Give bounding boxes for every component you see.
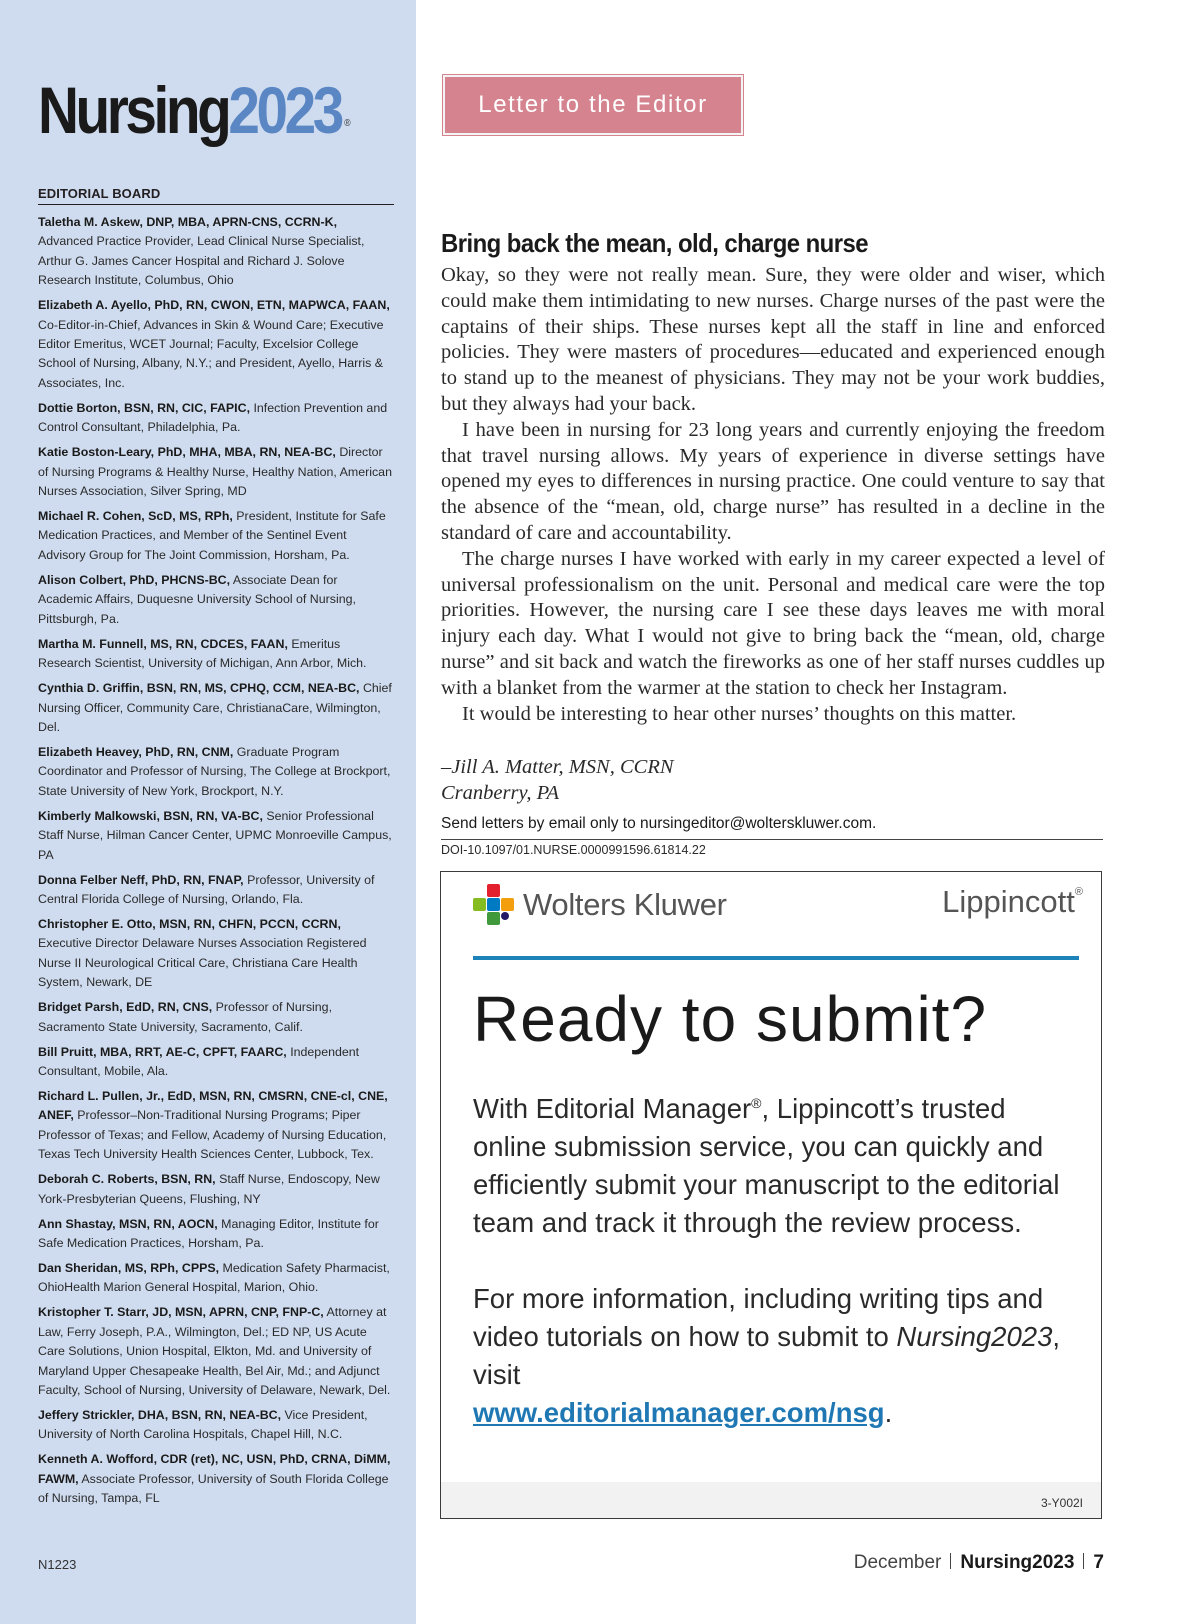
wolters-kluwer-name: Wolters Kluwer [523, 887, 727, 922]
board-member [38, 1303, 394, 1400]
board-member [38, 807, 394, 865]
board-member-details: President, Institute for Safe Medication Practices, and Member of the Sentinel Event Advisory Group for The Joint Commission, Horsham, Pa. [38, 509, 386, 562]
ad-info-visit: , visit [473, 1321, 1060, 1391]
board-member-name: Dan Sheridan, MS, RPh, CPPS, [38, 1261, 220, 1275]
article-paragraph: The charge nurses I have worked with early in my career expected a level of universal professionalism on the unit. Personal and medical care were the top priorities. However, the nursing care I see these days leaves me with moral injury each day. What I would not give to bring back the “mean, old, charge nurse” and sit back and watch the fireworks as one of her staff nurses cuddles up with a blanket from the warmer at the station to check her Instagram. [441, 547, 1105, 699]
board-member-details: Medication Safety Pharmacist, OhioHealth Marion General Hospital, Marion, Ohio. [38, 1261, 390, 1295]
footer-separator [950, 1553, 951, 1569]
board-member-name: Kristopher T. Starr, JD, MSN, APRN, CNP, FNP-C, [38, 1305, 324, 1320]
board-member-details: Associate Dean for Academic Affairs, Duquesne University School of Nursing, Pittsburgh, Pa. [38, 572, 356, 626]
board-member [38, 1259, 394, 1298]
board-member-details: Staff Nurse, Endoscopy, New York-Presbyterian Queens, Flushing, NY [38, 1172, 380, 1206]
board-member [38, 871, 394, 910]
section-banner: Letter to the Editor [443, 75, 743, 135]
board-member [38, 1043, 394, 1082]
board-member-name: Elizabeth Heavey, PhD, RN, CNM, [38, 744, 234, 759]
footer-magazine: Nursing2023 [960, 1552, 1075, 1573]
board-member [38, 296, 394, 393]
editorial-board-list [38, 213, 394, 1514]
board-member-details: Independent Consultant, Mobile, Ala. [38, 1044, 360, 1078]
ad-description-lead: With Editorial Manager [473, 1093, 752, 1125]
ad-footer-band [441, 1482, 1101, 1518]
author-location: Cranberry, PA [441, 782, 560, 804]
board-member [38, 1170, 394, 1209]
logo-year: 2023 [228, 73, 341, 147]
board-member-name: Deborah C. Roberts, BSN, RN, [38, 1172, 216, 1187]
board-member-name: Taletha M. Askew, DNP, MBA, APRN-CNS, CCRN-K, [38, 215, 338, 229]
board-member-name: Jeffery Strickler, DHA, BSN, RN, NEA-BC, [38, 1408, 282, 1423]
board-member-details: Professor–Non-Traditional Nursing Programs; Piper Professor of Texas; and Fellow, Academy of Nursing Education, Texas Tech University Health Sciences Center, Lubbock, Tex. [38, 1108, 387, 1162]
page-footer [854, 1552, 1104, 1574]
board-member-details: Director of Nursing Programs & Healthy Nurse, Healthy Nation, American Nurses Association, Silver Spring, MD [38, 445, 392, 499]
article-doi: DOI-10.1097/01.NURSE.0000991596.61814.22 [441, 843, 706, 857]
board-member-details: Co-Editor-in-Chief, Advances in Skin & Wound Care; Executive Editor Emeritus, WCET Journal; Faculty, Excelsior College School of Nursing, Albany, N.Y.; and President, Ayello, Harris & Associates, Inc. [38, 317, 384, 390]
board-member-name: Kimberly Malkowski, BSN, RN, VA-BC, [38, 808, 263, 823]
board-member-details: Attorney at Law, Ferry Joseph, P.A., Wilmington, Del.; ED NP, US Acute Care Solutions, Union Hospital, Elkton, Md. and University of Maryland Upper Chesapeake Health, Bel Air, Md.; and Adjunct Faculty, School of Nursing, University of Delaware, Newark, Del. [38, 1305, 391, 1398]
logo-name: Nursing [38, 73, 229, 147]
ad-description [473, 1084, 1083, 1242]
board-member-name: Kenneth A. Wofford, CDR (ret), NC, USN, PhD, CRNA, DiMM, FAWM, [38, 1452, 391, 1486]
article-body [441, 263, 1105, 727]
board-member-name: Michael R. Cohen, ScD, MS, RPh, [38, 509, 233, 524]
board-member-details: Vice President, University of North Carolina Hospitals, Chapel Hill, N.C. [38, 1408, 368, 1442]
board-member [38, 998, 394, 1037]
board-member-name: Christopher E. Otto, MSN, RN, CHFN, PCCN, CCRN, [38, 916, 341, 931]
board-member-details: Professor, University of Central Florida College of Nursing, Orlando, Fla. [38, 872, 375, 906]
lippincott-brand [942, 884, 1083, 920]
editorial-sidebar [0, 0, 416, 1624]
board-member [38, 507, 394, 565]
board-member [38, 1087, 394, 1165]
board-member-name: Bill Pruitt, MBA, RRT, AE-C, CPFT, FAARC, [38, 1044, 287, 1059]
article-paragraph: It would be interesting to hear other nurses’ thoughts on this matter. [462, 702, 1017, 725]
board-member-details: Infection Prevention and Control Consultant, Philadelphia, Pa. [38, 400, 388, 435]
board-member [38, 1450, 394, 1508]
lippincott-name: Lippincott [942, 884, 1075, 919]
lippincott-registered-mark: ® [1074, 885, 1083, 898]
board-member-name: Alison Colbert, PhD, PHCNS-BC, [38, 572, 231, 587]
article-paragraph: Okay, so they were not really mean. Sure, they were older and wiser, which could make them intimidating to new nurses. Charge nurses of the past were the captains of their ships. These nurses kept all the staff in line and enforced policies. They were masters of procedures—educated and experienced enough to stand up to the meanest of physicians. They may not be your work buddies, but they always had your back. [441, 264, 1105, 415]
board-member [38, 1215, 394, 1254]
board-member-details: Senior Professional Staff Nurse, Hilman Cancer Center, UPMC Monroeville Campus, PA [38, 808, 392, 862]
board-member-details: Associate Professor, University of South Florida College of Nursing, Tampa, FL [38, 1471, 389, 1506]
board-member-name: Dottie Borton, BSN, RN, CIC, FAPIC, [38, 400, 251, 415]
board-member-name: Katie Boston-Leary, PhD, MHA, MBA, RN, NEA-BC, [38, 445, 336, 460]
ad-info-lead: For more information, including writing tips and video tutorials on how to submit to [473, 1283, 1044, 1353]
board-member-name: Cynthia D. Griffin, BSN, RN, MS, CPHQ, CCM, NEA-BC, [38, 681, 360, 696]
ad-info [473, 1280, 1083, 1432]
editorial-manager-registered-mark: ® [751, 1095, 762, 1111]
board-member [38, 443, 394, 501]
article-title: Bring back the mean, old, charge nurse [441, 228, 868, 258]
board-member [38, 743, 394, 801]
submission-contact: Send letters by email only to nursingeditor@wolterskluwer.com. [441, 815, 1103, 840]
letter-signature [441, 754, 674, 806]
board-member-name: Bridget Parsh, EdD, RN, CNS, [38, 1000, 213, 1015]
board-member-details: Executive Director Delaware Nurses Association Registered Nurse II Neurological Critical Care, Christiana Care Health System, Newark, DE [38, 936, 367, 990]
board-member [38, 571, 394, 629]
board-member-details: Graduate Program Coordinator and Professor of Nursing, The College at Brockport, State University of New York, Brockport, N.Y. [38, 744, 391, 798]
wolters-kluwer-brand [473, 884, 727, 926]
footer-separator [1083, 1553, 1084, 1569]
board-member [38, 915, 394, 993]
letter-article [441, 228, 1105, 727]
issue-code: N1223 [38, 1557, 77, 1572]
editorial-board-heading: EDITORIAL BOARD [38, 186, 394, 205]
board-member-details: Chief Nursing Officer, Community Care, ChristianaCare, Wilmington, Del. [38, 681, 392, 734]
board-member [38, 635, 394, 674]
board-member-name: Martha M. Funnell, MS, RN, CDCES, FAAN, [38, 636, 288, 651]
board-member [38, 399, 394, 438]
board-member-name: Elizabeth A. Ayello, PhD, RN, CWON, ETN, MAPWCA, FAAN, [38, 298, 390, 313]
ad-divider [473, 956, 1079, 960]
page-number: 7 [1093, 1552, 1104, 1573]
board-member-details: Advanced Practice Provider, Lead Clinical Nurse Specialist, Arthur G. James Cancer Hospital and Richard J. Solove Research Institute, Columbus, Ohio [38, 234, 365, 288]
ad-code: 3-Y002I [1040, 1496, 1083, 1510]
board-member-details: Emeritus Research Scientist, University of Michigan, Ann Arbor, Mich. [38, 636, 367, 671]
wolters-kluwer-logo-icon [473, 884, 515, 926]
ad-info-journal: Nursing2023 [896, 1321, 1053, 1353]
logo-registered-mark: ® [344, 118, 351, 129]
footer-month: December [853, 1552, 942, 1573]
board-member [38, 679, 394, 737]
ad-description-rest: , Lippincott’s trusted online submission service, you can quickly and efficiently submit your manuscript to the editorial team and track it through the review process. [473, 1093, 1060, 1239]
author-name: –Jill A. Matter, MSN, CCRN [441, 756, 674, 778]
board-member-name: Richard L. Pullen, Jr., EdD, MSN, RN, CMSRN, CNE-cl, CNE, ANEF, [38, 1088, 388, 1123]
board-member-name: Ann Shastay, MSN, RN, AOCN, [38, 1216, 218, 1231]
editorial-manager-link[interactable]: www.editorialmanager.com/nsg [473, 1397, 885, 1429]
board-member-details: Managing Editor, Institute for Safe Medication Practices, Horsham, Pa. [38, 1216, 379, 1250]
nursing-logo [38, 70, 351, 150]
board-member [38, 213, 394, 291]
board-member [38, 1406, 394, 1445]
ad-info-end: . [884, 1397, 893, 1429]
submission-advertisement [440, 871, 1102, 1519]
ad-body [473, 1084, 1083, 1432]
article-paragraph: I have been in nursing for 23 long years and currently enjoying the freedom that travel nursing allows. My years of experience in diverse settings have opened my eyes to differences in nursing practice. One could venture to say that the absence of the “mean, old, charge nurse” has resulted in a decline in the standard of care and accountability. [441, 418, 1105, 544]
board-member-details: Professor of Nursing, Sacramento State University, Sacramento, Calif. [38, 1000, 333, 1034]
board-member-name: Donna Felber Neff, PhD, RN, FNAP, [38, 872, 244, 887]
ad-heading: Ready to submit? [473, 983, 988, 1055]
